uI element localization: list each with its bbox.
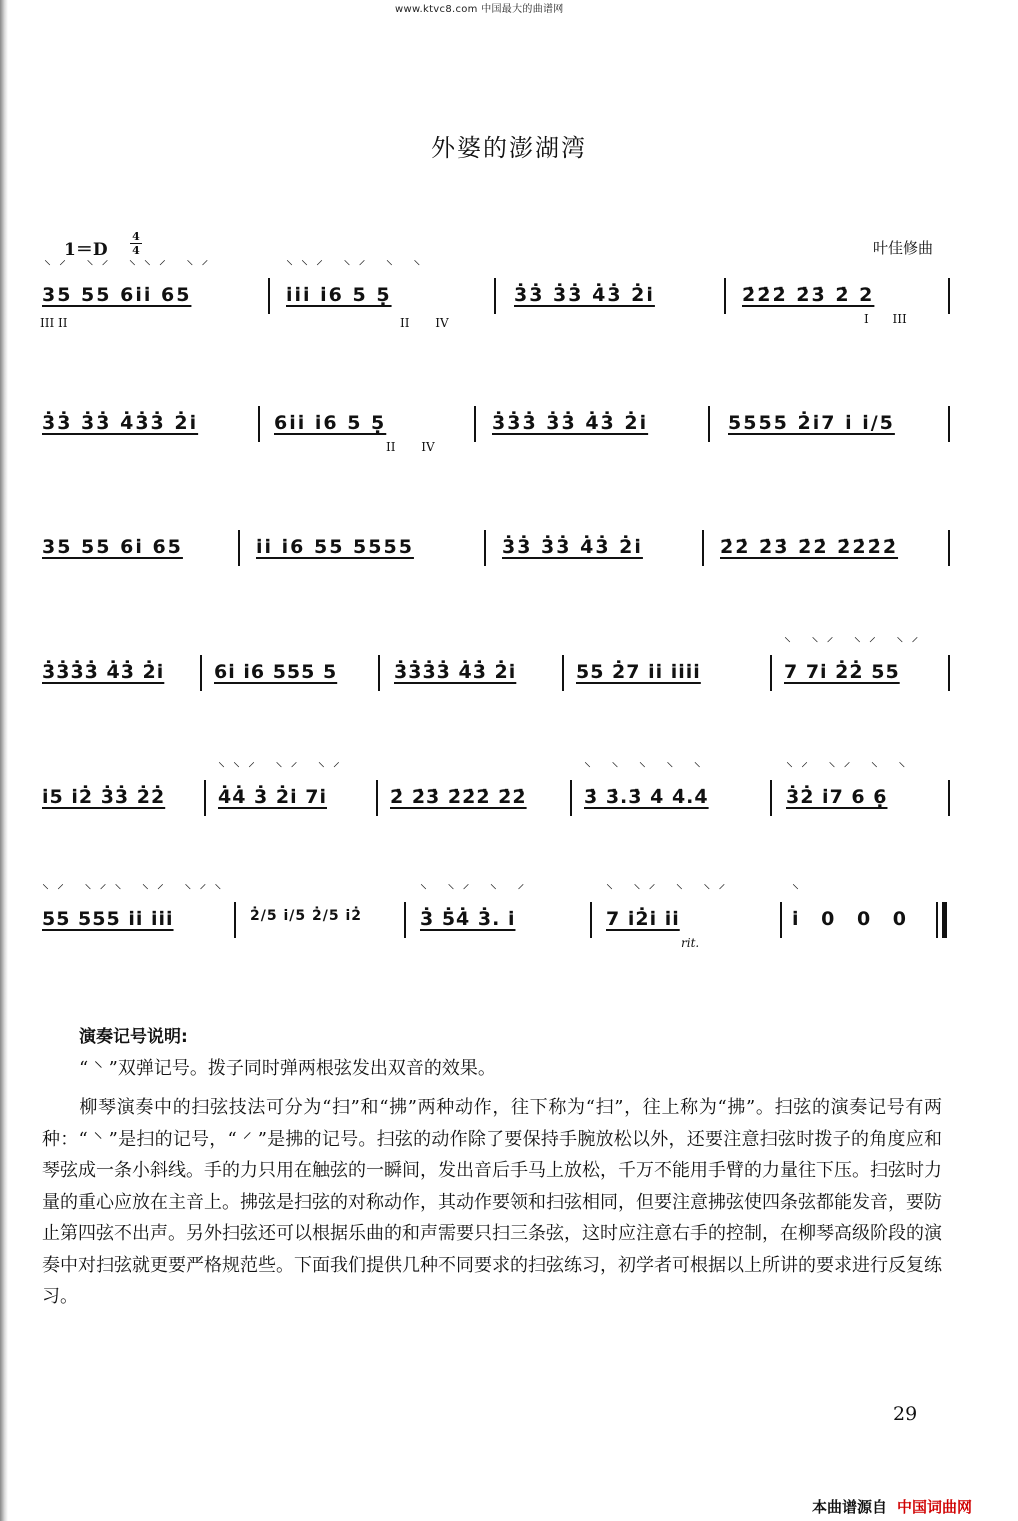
measure: 4̇4̇ 3̇ 2̇i̇ 7i̇	[218, 786, 327, 808]
key-signature: 1＝D	[64, 240, 108, 260]
measure: 2̇2̇2̇ 2̇3̇ 2̇ 2	[742, 284, 875, 306]
notes-heading: 演奏记号说明:	[79, 1027, 188, 1047]
measure: 3̇3̇ 3̇3̇ 4̇3̇3̇ 2̇i̇	[42, 412, 199, 434]
score-row-6: ⸌⸍ ⸌⸍⸌ ⸌⸍ ⸌⸍⸌ 55 555 i̇i̇ i̇i̇i̇ 2̇/5 i̇/5 2̇/5 i̇2̇ ⸌ ⸌⸍ ⸌ ⸍ 3̇ 5̇4̇ 3̇. i̇ ⸌ ⸌⸍ ⸌ ⸌⸍ 7 i̇2̇i̇ i̇i̇ ⸌ i̇ 0 0 0	[40, 900, 952, 940]
time-signature-top: 4	[132, 230, 140, 243]
measure: 3̇2̇ i̇7 6 6̣	[786, 786, 888, 808]
measure: i̇ 0 0 0	[792, 908, 915, 930]
measure: 7 7i̇ 2̇2̇ 55	[784, 661, 900, 683]
score-row-4: 3̇3̇3̇3̇ 4̇3̇ 2̇i̇ 6i̇ i̇6 555 5 3̇3̇3̇3̇ 4̇3̇ 2̇i̇ 55 2̇7 i̇i̇ i̇i̇i̇i̇ ⸌ ⸌⸍ ⸌⸍ ⸌⸍ 7 7i̇ 2̇2̇ 55	[40, 653, 952, 693]
measure: 3̇ 5̇4̇ 3̇. i̇	[420, 908, 516, 930]
measure: 3̇ 3̇.3̇ 4̇ 4̇.4̇	[584, 786, 709, 808]
measure: 55 555 i̇i̇ i̇i̇i̇	[42, 908, 174, 930]
measure: 5555 2̇i̇7 i̇ i̇/5	[728, 412, 895, 434]
measure: 3̇3̇3̇ 3̇3̇ 4̇3̇ 2̇i̇	[492, 412, 649, 434]
score-row-1: ⸌⸍ ⸌⸍ ⸌⸌⸍ ⸌⸍ 35 55 6i̇i̇ 65 ⸌⸌⸍ ⸌⸍ ⸌ ⸌ i̇i̇i̇ i̇6 5 5̣ 3̇3̇ 3̇3̇ 4̇3̇ 2̇i̇ 2̇2̇2̇ 2̇3̇ 2̇ 2	[40, 276, 952, 316]
measure: i̇i̇i̇ i̇6 5 5̣	[286, 284, 392, 306]
ritardando-mark: rit.	[681, 936, 700, 950]
score-row-2	[40, 404, 952, 444]
time-signature	[130, 231, 142, 256]
measure: 7 i̇2̇i̇ i̇i̇	[606, 908, 680, 930]
measure: 3̇3̇ 3̇3̇ 4̇3̇ 2̇i̇	[502, 536, 643, 558]
string-marking: I III	[864, 312, 907, 326]
string-marking: II IV	[400, 316, 449, 330]
score-row-5: i̇5 i̇2̇ 3̇3̇ 2̇2̇ ⸌⸌⸍ ⸌⸍ ⸌⸍ 4̇4̇ 3̇ 2̇i̇ 7i̇ 2̇ 2̇3̇ 2̇2̇2̇ 2̇2̇ ⸌ ⸌ ⸌ ⸌ ⸌ 3̇ 3̇.3̇ 4̇ 4̇.4̇ ⸌⸍ ⸌⸍ ⸌ ⸌ 3̇2̇ i̇7 6 6̣	[40, 778, 952, 818]
measure: i̇5 i̇2̇ 3̇3̇ 2̇2̇	[42, 786, 166, 808]
measure: 2̇2̇ 2̇3̇ 2̇2̇ 2̇2̇2̇2̇	[720, 536, 899, 558]
footer-site[interactable]: 中国词曲网	[897, 1498, 973, 1516]
song-title: 外婆的澎湖湾	[431, 134, 587, 162]
measure: 6i̇ i̇6 555 5	[214, 661, 338, 683]
footer-source	[812, 1496, 972, 1517]
measure: i̇i̇ i̇6 55 5555	[256, 536, 414, 558]
string-marking: II IV	[386, 440, 435, 454]
explanation-paragraph: 柳琴演奏中的扫弦技法可分为“扫”和“拂”两种动作，往下称为“扫”，往上称为“拂”。扫弦的演奏记号有两种：“ ⸌ ”是扫的记号，“ ⸍ ”是拂的记号。扫弦的动作除了要保持手腕放松以外，还要注意扫弦时拨子的角度应和琴弦成一条小斜线。手的力只用在触弦的一瞬间，发出音后手马上放松，千万不能用手臂的力量往下压。扫弦时力量的重心应放在主音上。拂弦是扫弦的对称动作，其动作要领和扫弦相同，但要注意拂弦使四条弦都能发音，要防止第四弦不出声。另外扫弦还可以根据乐曲的和声需要只扫三条弦，这时应注意右手的控制，在柳琴高级阶段的演奏中对扫弦就更要严格规范些。下面我们提供几种不同要求的扫弦练习，初学者可根据以上所讲的要求进行反复练习。	[42, 1097, 942, 1307]
page-number: 29	[893, 1403, 918, 1425]
measure: 3̇3̇3̇3̇ 4̇3̇ 2̇i̇	[394, 661, 517, 683]
measure: 3̇3̇ 3̇3̇ 4̇3̇ 2̇i̇	[514, 284, 655, 306]
score-row-3	[40, 528, 952, 568]
measure: 35 55 6i̇i̇ 65	[42, 284, 192, 306]
measure: 3̇3̇3̇3̇ 4̇3̇ 2̇i̇	[42, 661, 165, 683]
measure: 2̇ 2̇3̇ 2̇2̇2̇ 2̇2̇	[390, 786, 527, 808]
string-marking: III II	[40, 316, 68, 330]
composer: 叶佳修曲	[873, 239, 934, 257]
explanation-line-1: “ ⸌ ”双弹记号。拨子同时弹两根弦发出双音的效果。	[79, 1058, 496, 1079]
top-banner: www.ktvc8.com 中国最大的曲谱网	[395, 4, 564, 15]
measure: 2̇/5 i̇/5 2̇/5 i̇2̇	[250, 908, 363, 924]
measure: 55 2̇7 i̇i̇ i̇i̇i̇i̇	[576, 661, 701, 683]
time-signature-bottom: 4	[132, 244, 140, 257]
page-edge-shadow	[0, 0, 8, 1521]
measure: 6i̇i̇ i̇6 5 5̣	[274, 412, 387, 434]
footer-left: 本曲谱源自	[812, 1498, 888, 1516]
measure: 35 55 6i̇ 65	[42, 536, 183, 558]
